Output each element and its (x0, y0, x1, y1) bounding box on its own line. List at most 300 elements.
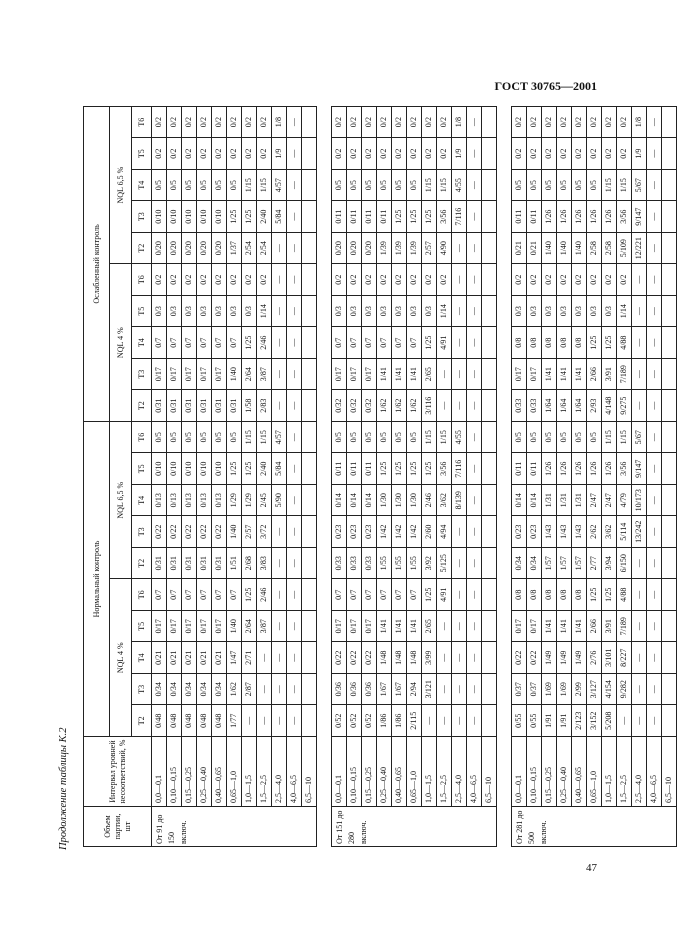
interval-cell: 2,5—4,0 (452, 737, 467, 807)
table-cell: 0/3 (572, 295, 587, 327)
table-cell: 1/25 (227, 201, 242, 233)
table-cell: 1/14 (617, 295, 632, 327)
table-cell: — (272, 264, 287, 296)
table-cell: — (647, 485, 662, 517)
table-cell: — (437, 390, 452, 422)
table-cell: — (647, 232, 662, 264)
table-cell: 0/17 (332, 358, 347, 390)
table-cell: 0/20 (332, 232, 347, 264)
table-cell: — (437, 611, 452, 643)
table-cell: 0/2 (407, 106, 422, 138)
table-cell: 0/31 (167, 548, 182, 580)
table-cell (662, 232, 677, 264)
table-cell: 1/15 (617, 169, 632, 201)
interval-cell: 0,25—0,40 (557, 737, 572, 807)
table-cell: — (647, 169, 662, 201)
table-cell: 0/5 (587, 169, 602, 201)
table-cell: — (437, 358, 452, 390)
table-cell: 0/20 (152, 232, 167, 264)
table-cell (302, 548, 317, 580)
table-cell (302, 579, 317, 611)
table-cell: 0/5 (362, 421, 377, 453)
table-cell: 0/21 (182, 642, 197, 674)
table-cell: 4/55 (452, 169, 467, 201)
table-cell: — (467, 358, 482, 390)
table-cell: 1/42 (377, 516, 392, 548)
table-cell: 1/9 (452, 138, 467, 170)
table-cell: — (452, 611, 467, 643)
table-cell: — (647, 611, 662, 643)
table-cell: 0/10 (197, 201, 212, 233)
table-row (377, 106, 392, 846)
table-cell (662, 138, 677, 170)
table-cell: 0/2 (152, 106, 167, 138)
table-cell (302, 516, 317, 548)
table-cell: 3/127 (587, 674, 602, 706)
table-row (302, 106, 317, 846)
table-cell: 0/22 (332, 642, 347, 674)
table-cell: 3/152 (587, 705, 602, 737)
table-cell: 0/2 (542, 264, 557, 296)
table-cell: 0/33 (362, 548, 377, 580)
table-cell: — (437, 705, 452, 737)
table-cell: 0/3 (587, 295, 602, 327)
table-cell: 0/7 (392, 579, 407, 611)
table-cell: 0/48 (152, 705, 167, 737)
table-cell (662, 201, 677, 233)
interval-cell: 0,10—0,15 (347, 737, 362, 807)
table-cell: — (647, 579, 662, 611)
table-cell: — (287, 390, 302, 422)
table-cell (482, 611, 497, 643)
plan-header: T6 (132, 106, 152, 138)
table-cell: 0/7 (182, 327, 197, 359)
table-cell: — (467, 516, 482, 548)
table-cell: — (287, 642, 302, 674)
table-cell: 1/40 (542, 232, 557, 264)
table-cell: — (452, 705, 467, 737)
plan-header: T6 (132, 421, 152, 453)
table-cell: 2/57 (242, 516, 257, 548)
table-cell: 0/5 (572, 169, 587, 201)
table-cell: — (242, 705, 257, 737)
table-cell: 0/36 (362, 674, 377, 706)
table-cell: 0/2 (242, 138, 257, 170)
table-cell: — (632, 264, 647, 296)
table-cell (662, 390, 677, 422)
table-cell: 0/5 (167, 421, 182, 453)
table-cell: 0/21 (527, 232, 542, 264)
table-cell: 0/5 (167, 169, 182, 201)
table-cell: 8/139 (452, 485, 467, 517)
table-cell: 1/57 (542, 548, 557, 580)
table-cell: — (467, 611, 482, 643)
table-cell: 1/15 (422, 421, 437, 453)
table-cell: 1/37 (227, 232, 242, 264)
table-cell (302, 453, 317, 485)
table-cell: 1/25 (227, 453, 242, 485)
table-cell (482, 390, 497, 422)
table-cell: 1/15 (602, 169, 617, 201)
table-cell: — (287, 674, 302, 706)
table-cell: 1/26 (557, 453, 572, 485)
table-cell: 4/90 (437, 232, 452, 264)
interval-cell: 0,15—0,25 (182, 737, 197, 807)
table-cell: 2/87 (242, 674, 257, 706)
table-cell: 5/90 (272, 485, 287, 517)
table-cell: 0/7 (332, 579, 347, 611)
table-cell: 0/5 (557, 169, 572, 201)
table-cell: — (287, 358, 302, 390)
table-cell: 0/21 (167, 642, 182, 674)
table-cell (662, 327, 677, 359)
table-cell: 2/57 (422, 232, 437, 264)
table-cell: 3/121 (422, 674, 437, 706)
table-cell: 1/8 (452, 106, 467, 138)
table-cell: — (467, 390, 482, 422)
table-cell: 1/67 (377, 674, 392, 706)
table-cell: 0/3 (542, 295, 557, 327)
table-cell: 0/22 (197, 516, 212, 548)
table-cell: 0/7 (167, 327, 182, 359)
table-row (632, 106, 647, 846)
table-cell: 0/2 (542, 138, 557, 170)
plan-header: T2 (132, 705, 152, 737)
table-cell: 0/8 (542, 579, 557, 611)
table-cell (482, 358, 497, 390)
table-cell: 0/11 (332, 201, 347, 233)
table-cell: 2/54 (257, 232, 272, 264)
table-cell: 1/41 (377, 358, 392, 390)
table-cell: 0/2 (167, 264, 182, 296)
table-row (572, 106, 587, 846)
table-cell: 0/3 (347, 295, 362, 327)
table-cell: — (272, 705, 287, 737)
plan-header: T4 (132, 169, 152, 201)
table-cell: 1/57 (572, 548, 587, 580)
table-cell: 0/11 (527, 453, 542, 485)
table-cell: — (452, 264, 467, 296)
table-cell: — (272, 642, 287, 674)
table-cell: 0/31 (152, 548, 167, 580)
table-cell: 3/99 (422, 642, 437, 674)
table-cell: 0/20 (362, 232, 377, 264)
table-cell: 2/46 (257, 327, 272, 359)
table-cell: 0/3 (407, 295, 422, 327)
table-cell: 0/2 (437, 264, 452, 296)
table-cell: 0/5 (407, 169, 422, 201)
table-cell: 0/5 (542, 169, 557, 201)
table-cell: 0/33 (347, 548, 362, 580)
table-cell: 1/25 (377, 453, 392, 485)
table-cell: 3/116 (422, 390, 437, 422)
table-cell: 1/43 (542, 516, 557, 548)
table-cell: 1/42 (407, 516, 422, 548)
table-cell: 0/17 (332, 611, 347, 643)
table-cell: 5/109 (617, 232, 632, 264)
table-cell (302, 169, 317, 201)
table-row (392, 106, 407, 846)
table-cell (482, 642, 497, 674)
table-cell: 0/2 (257, 264, 272, 296)
table-cell: 0/36 (347, 674, 362, 706)
table-cell: 2/66 (587, 611, 602, 643)
table-row (437, 106, 452, 846)
table-cell: — (272, 295, 287, 327)
table-cell: — (257, 705, 272, 737)
table-cell: 1/49 (542, 642, 557, 674)
table-cell: 0/2 (362, 138, 377, 170)
table-cell: 0/7 (332, 327, 347, 359)
plan-header: T5 (132, 453, 152, 485)
table-cell: 1/15 (242, 169, 257, 201)
table-cell: 0/31 (227, 390, 242, 422)
table-cell: 1/26 (557, 201, 572, 233)
lot-size-cell: От 151 до 280 включ. (332, 807, 497, 847)
table-cell: 5/125 (437, 548, 452, 580)
table-cell: 7/116 (452, 201, 467, 233)
table-row (272, 106, 287, 846)
table-cell: 5/208 (602, 705, 617, 737)
table-cell: 0/20 (347, 232, 362, 264)
table-cell: 0/8 (527, 327, 542, 359)
table-cell: — (467, 674, 482, 706)
table-cell: 0/23 (527, 516, 542, 548)
table-cell: — (632, 390, 647, 422)
table-cell: 2/58 (587, 232, 602, 264)
table-row (602, 106, 617, 846)
table-cell: 1/15 (437, 421, 452, 453)
table-cell: 0/5 (527, 169, 542, 201)
table-cell: 0/2 (182, 106, 197, 138)
table-cell: — (632, 674, 647, 706)
interval-cell: 0,0—0,1 (332, 737, 347, 807)
table-cell: 1/41 (407, 611, 422, 643)
table-cell: 0/2 (422, 264, 437, 296)
table-cell: 0/2 (392, 106, 407, 138)
lot-size-header: Объем партии, шт (84, 807, 152, 847)
table-cell: 0/33 (332, 548, 347, 580)
table-cell: — (287, 485, 302, 517)
table-cell: 0/2 (242, 264, 257, 296)
table-cell (482, 169, 497, 201)
table-cell: 2/40 (257, 453, 272, 485)
table-cell: 1/25 (587, 327, 602, 359)
table-row (542, 106, 557, 846)
table-cell: 0/8 (512, 579, 527, 611)
table-cell: — (287, 264, 302, 296)
table-cell: 0/32 (362, 390, 377, 422)
interval-cell: 0,0—0,1 (152, 737, 167, 807)
table-cell: 1/25 (242, 327, 257, 359)
table-cell: 0/23 (332, 516, 347, 548)
table-cell: 0/5 (587, 421, 602, 453)
table-cell: 0/2 (332, 138, 347, 170)
table-cell: 1/15 (422, 169, 437, 201)
table-row (422, 106, 437, 846)
plan-header: T6 (132, 264, 152, 296)
table-cell: 0/33 (527, 390, 542, 422)
table-cell: — (452, 390, 467, 422)
table-cell (482, 232, 497, 264)
table-cell: 3/56 (617, 201, 632, 233)
table-cell: 0/2 (542, 106, 557, 138)
table-cell: 0/2 (227, 264, 242, 296)
table-cell: 0/5 (332, 421, 347, 453)
table-cell: — (467, 579, 482, 611)
table-cell: 0/34 (212, 674, 227, 706)
table-cell: 1/26 (572, 453, 587, 485)
table-cell: 1/41 (392, 358, 407, 390)
table-cell: 0/2 (212, 264, 227, 296)
table-cell: 0/5 (152, 421, 167, 453)
table-cell: 1/48 (392, 642, 407, 674)
table-cell: 0/52 (362, 705, 377, 737)
table-cell: 1/25 (392, 453, 407, 485)
table-cell: 0/7 (227, 327, 242, 359)
table-cell: 0/5 (407, 421, 422, 453)
nql-header: NQL 4 % (110, 264, 132, 422)
table-cell: 0/2 (407, 264, 422, 296)
table-cell: 0/2 (362, 264, 377, 296)
table-cell: 0/5 (557, 421, 572, 453)
table-cell (482, 548, 497, 580)
table-cell: 0/3 (167, 295, 182, 327)
table-cell: 0/2 (347, 138, 362, 170)
table-cell: 1/64 (572, 390, 587, 422)
table-cell: 1/15 (602, 421, 617, 453)
table-cell: 0/14 (362, 485, 377, 517)
table-cell: 0/8 (512, 327, 527, 359)
table-cell: — (452, 232, 467, 264)
table-cell: 1/40 (227, 358, 242, 390)
table-cell: — (647, 390, 662, 422)
table-row (407, 106, 422, 846)
table-cell: 1/26 (602, 453, 617, 485)
table-cell (662, 611, 677, 643)
table-cell: 1/58 (242, 390, 257, 422)
table-cell: 0/31 (212, 390, 227, 422)
table-cell: 1/25 (602, 327, 617, 359)
table-row (197, 106, 212, 846)
table-cell (662, 516, 677, 548)
table-cell: 0/11 (347, 201, 362, 233)
table-cell: 0/2 (512, 138, 527, 170)
table-cell: 0/31 (197, 548, 212, 580)
table-cell: 0/13 (167, 485, 182, 517)
table-cell: 2/47 (587, 485, 602, 517)
table-cell: 4/94 (437, 516, 452, 548)
table-cell: — (632, 358, 647, 390)
table-cell: 0/7 (347, 327, 362, 359)
table-cell: 0/2 (527, 138, 542, 170)
table-cell: 9/282 (617, 674, 632, 706)
table-cell: 2/46 (422, 485, 437, 517)
table-cell: 0/2 (527, 264, 542, 296)
table-cell: 0/31 (167, 390, 182, 422)
table-cell: 1/26 (572, 201, 587, 233)
table-cell: 3/91 (602, 611, 617, 643)
table-cell: 4/57 (272, 421, 287, 453)
rotated-table-container (83, 107, 673, 847)
interval-header: Интервал уровней несоответствий, % (84, 737, 152, 807)
table-cell: 0/7 (212, 327, 227, 359)
table-cell (662, 421, 677, 453)
table-cell: 0/3 (392, 295, 407, 327)
table-cell: 1/26 (602, 201, 617, 233)
table-cell: 1/31 (572, 485, 587, 517)
table-cell: 0/52 (332, 705, 347, 737)
table-cell: 0/32 (347, 390, 362, 422)
reduced-control-header: Ослабленный контроль (84, 106, 110, 421)
table-caption: Продолжение таблицы К.2 (58, 727, 69, 850)
table-cell: 3/56 (617, 453, 632, 485)
table-cell: — (287, 106, 302, 138)
table-cell: 1/26 (587, 453, 602, 485)
table-cell: 3/87 (257, 611, 272, 643)
table-cell: — (437, 642, 452, 674)
table-cell: 1/25 (407, 201, 422, 233)
table-cell: — (287, 201, 302, 233)
table-cell: 0/2 (512, 264, 527, 296)
table-cell: — (632, 327, 647, 359)
plan-header: T6 (132, 579, 152, 611)
table-cell: 4/148 (602, 390, 617, 422)
table-cell: 0/2 (557, 264, 572, 296)
table-cell: 0/7 (152, 327, 167, 359)
table-cell: 0/2 (617, 264, 632, 296)
table-cell: 0/3 (212, 295, 227, 327)
table-cell: 3/72 (257, 516, 272, 548)
table-cell: 0/2 (422, 138, 437, 170)
table-cell: 0/2 (182, 264, 197, 296)
table-cell: — (272, 327, 287, 359)
table-cell: — (287, 579, 302, 611)
table-cell: 0/22 (512, 642, 527, 674)
table-cell: — (272, 358, 287, 390)
table-cell: 0/22 (362, 642, 377, 674)
table-cell: 0/13 (182, 485, 197, 517)
table-cell: 0/17 (197, 611, 212, 643)
table-cell: — (287, 295, 302, 327)
table-cell: 0/20 (167, 232, 182, 264)
table-cell: 2/64 (242, 358, 257, 390)
table-cell: 0/5 (512, 169, 527, 201)
table-cell: 0/20 (197, 232, 212, 264)
table-cell: 1/29 (242, 485, 257, 517)
plan-header: T3 (132, 674, 152, 706)
table-cell: 0/22 (212, 516, 227, 548)
table-cell: 9/275 (617, 390, 632, 422)
table-cell: 5/84 (272, 201, 287, 233)
table-row (242, 106, 257, 846)
table-cell: 2/45 (257, 485, 272, 517)
table-cell: 1/14 (257, 295, 272, 327)
table-cell: 3/91 (602, 358, 617, 390)
table-cell: 0/21 (152, 642, 167, 674)
table-cell: 0/7 (362, 579, 377, 611)
table-cell: 0/5 (377, 169, 392, 201)
table-cell: 1/86 (392, 705, 407, 737)
table-cell: 0/32 (332, 390, 347, 422)
table-cell: 1/25 (392, 201, 407, 233)
table-cell: 0/33 (512, 390, 527, 422)
table-cell: 2/71 (242, 642, 257, 674)
table-cell: 2/115 (407, 705, 422, 737)
interval-cell: 4,0—6,5 (467, 737, 482, 807)
table-cell: 0/3 (377, 295, 392, 327)
table-cell: 0/14 (332, 485, 347, 517)
